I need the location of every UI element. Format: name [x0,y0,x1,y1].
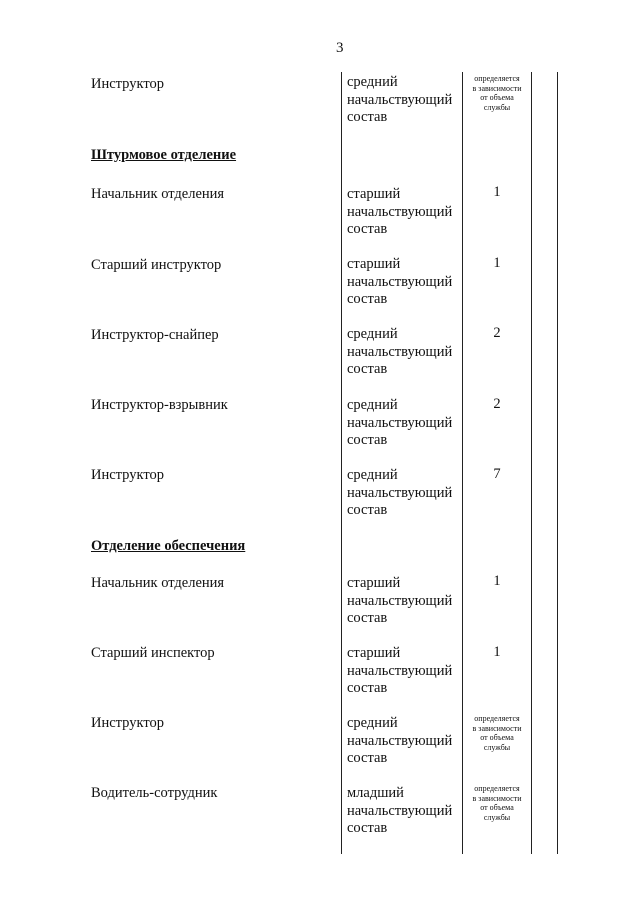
staff-category [347,256,459,309]
category-line: состав [347,432,388,449]
quantity-note [463,714,531,752]
quantity-note [463,74,531,112]
quantity: 1 [493,573,501,589]
category-line: состав [347,680,388,697]
staff-category [347,645,459,698]
category-line: начальствующий [347,662,453,679]
category-line: начальствующий [347,91,453,108]
category-line: состав [347,291,388,308]
category-line: состав [347,750,388,767]
quantity: 2 [493,396,501,412]
position-title: Водитель-сотрудник [91,785,218,801]
staff-category [347,74,459,127]
position-title: Начальник отделения [91,186,225,202]
position-title: Инструктор-снайпер [91,327,219,343]
quantity-note [463,784,531,822]
quantity-note-line: от объема [480,93,514,103]
quantity-note-line: от объема [480,733,514,743]
category-line: состав [347,109,388,126]
column-divider [531,72,532,854]
position-title: Старший инспектор [91,645,215,661]
quantity-note-line: определяется [474,784,520,793]
category-line: старший [347,645,401,661]
category-line: состав [347,820,388,837]
category-line: средний [347,326,398,342]
quantity: 2 [493,325,501,341]
staff-category [347,575,459,628]
staff-category [347,397,459,450]
staff-category [347,467,459,520]
category-line: начальствующий [347,802,453,819]
staff-category [347,785,459,838]
quantity-note-line: службы [483,102,511,112]
category-line: начальствующий [347,203,453,220]
section-heading: Штурмовое отделение [91,147,237,163]
page-number: 3 [336,40,344,56]
quantity-note-line: в зависимости [472,793,522,803]
category-line: начальствующий [347,484,453,501]
position-title: Инструктор-взрывник [91,397,228,413]
category-line: старший [347,186,401,202]
category-line: младший [347,785,404,801]
position-title: Инструктор [91,467,164,483]
position-title: Инструктор [91,76,164,92]
staff-category [347,326,459,379]
column-divider [557,72,558,854]
quantity-note-line: в зависимости [472,723,522,733]
column-divider [341,72,342,854]
category-line: средний [347,74,398,90]
category-line: состав [347,361,388,378]
category-line: старший [347,256,401,272]
category-line: старший [347,575,401,591]
section-heading: Отделение обеспечения [91,538,246,554]
position-title: Старший инструктор [91,257,222,273]
category-line: начальствующий [347,273,453,290]
position-title: Начальник отделения [91,575,225,591]
quantity-note-line: службы [483,742,511,752]
category-line: состав [347,221,388,238]
category-line: средний [347,467,398,483]
quantity-note-line: службы [483,812,511,822]
staff-category [347,715,459,768]
category-line: начальствующий [347,343,453,360]
position-title: Инструктор [91,715,164,731]
quantity: 1 [493,255,501,271]
quantity-note-line: от объема [480,803,514,813]
category-line: состав [347,502,388,519]
quantity: 7 [493,466,501,482]
category-line: начальствующий [347,414,453,431]
quantity: 1 [493,644,501,660]
category-line: средний [347,715,398,731]
category-line: средний [347,397,398,413]
staff-category [347,186,459,239]
category-line: состав [347,610,388,627]
quantity: 1 [493,184,501,200]
quantity-note-line: определяется [474,74,520,83]
quantity-note-line: в зависимости [472,83,522,93]
quantity-note-line: определяется [474,714,520,723]
category-line: начальствующий [347,592,453,609]
category-line: начальствующий [347,732,453,749]
